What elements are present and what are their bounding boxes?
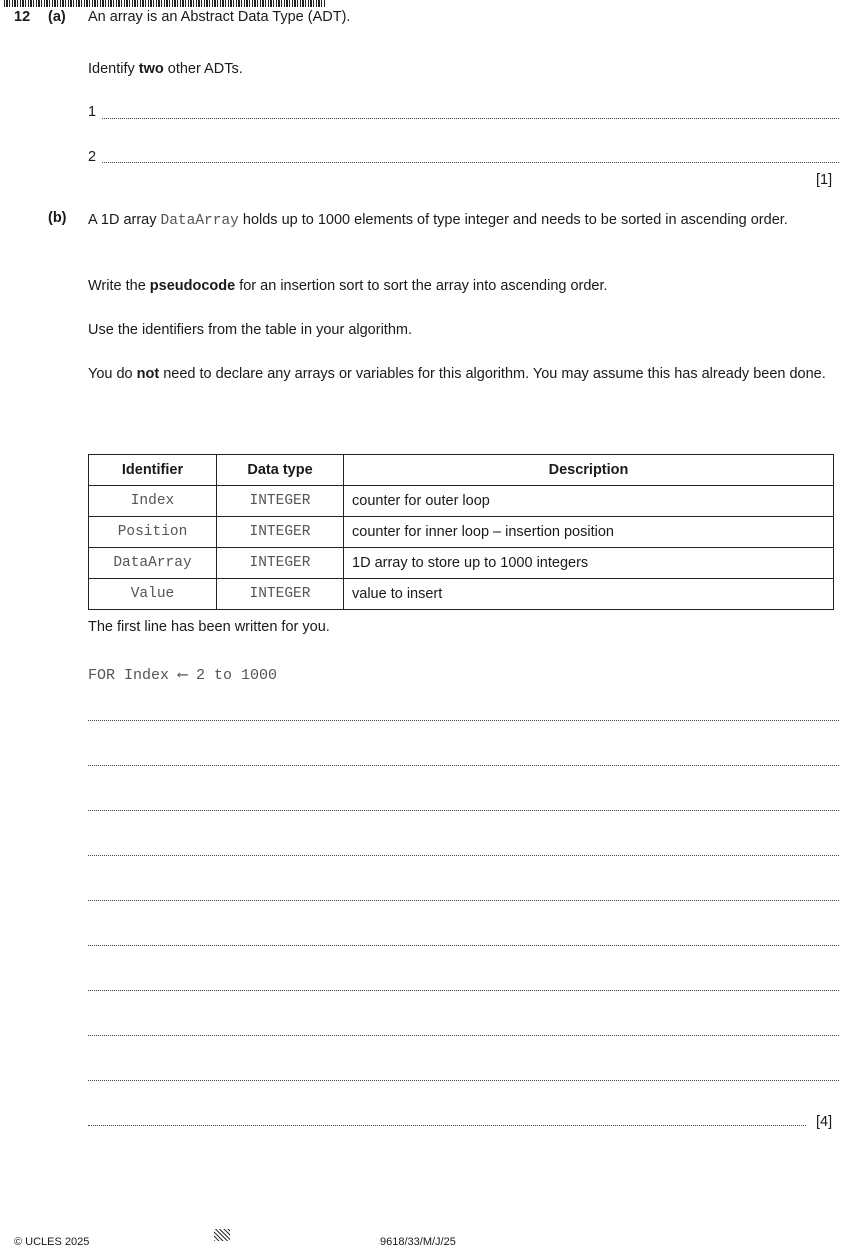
question-number: 12 [14, 9, 31, 25]
pseudocode-line-8[interactable] [88, 1035, 839, 1036]
table-row [89, 486, 834, 517]
table-cell-description: counter for inner loop – insertion position [344, 517, 834, 548]
table-cell-description: 1D array to store up to 1000 integers [344, 548, 834, 579]
pseudocode-line-2[interactable] [88, 765, 839, 766]
pseudocode-line-9[interactable] [88, 1080, 839, 1081]
table-cell-datatype: INTEGER [217, 486, 344, 517]
answer-line-2-label: 2 [88, 149, 97, 165]
pseudocode-line-1[interactable] [88, 720, 839, 721]
table-header-cell: Data type [217, 455, 344, 486]
table-cell-identifier: DataArray [89, 548, 217, 579]
table-cell-datatype: INTEGER [217, 548, 344, 579]
pseudocode-line-4[interactable] [88, 855, 839, 856]
pseudocode-line-6[interactable] [88, 945, 839, 946]
table-cell-identifier: Index [89, 486, 217, 517]
table-row [89, 548, 834, 579]
part-b-paragraph-2: Write the pseudocode for an insertion sort to sort the array into ascending order. [88, 278, 608, 294]
answer-line-1-label: 1 [88, 104, 97, 120]
part-b-label: (b) [48, 210, 67, 226]
answer-line-1[interactable] [102, 118, 839, 119]
table-cell-description: value to insert [344, 579, 834, 610]
table-row [89, 517, 834, 548]
footer-copyright: © UCLES 2025 [14, 1236, 90, 1248]
part-b-paragraph-3: Use the identifiers from the table in your algorithm. [88, 322, 412, 338]
table-cell-datatype: INTEGER [217, 517, 344, 548]
header-barcode [4, 0, 326, 7]
pseudocode-line-10[interactable] [88, 1125, 806, 1126]
table-cell-identifier: Position [89, 517, 217, 548]
table-cell-datatype: INTEGER [217, 579, 344, 610]
footer-qr-code [214, 1229, 230, 1241]
part-a-label: (a) [48, 9, 66, 25]
pseudocode-line-3[interactable] [88, 810, 839, 811]
part-a-statement: An array is an Abstract Data Type (ADT). [88, 9, 351, 25]
part-b-paragraph-1: A 1D array DataArray holds up to 1000 elements of type integer and needs to be sorted in ascending order. [88, 212, 788, 229]
part-b-marks: [4] [816, 1114, 833, 1130]
part-a-marks: [1] [816, 172, 833, 188]
table-header-cell: Identifier [89, 455, 217, 486]
footer-paper-code: 9618/33/M/J/25 [380, 1236, 456, 1248]
first-line-note: The first line has been written for you. [88, 619, 330, 635]
pseudocode-line-5[interactable] [88, 900, 839, 901]
table-cell-identifier: Value [89, 579, 217, 610]
pseudocode-line-7[interactable] [88, 990, 839, 991]
answer-line-2[interactable] [102, 162, 839, 163]
first-line-code: FOR Index ⟵ 2 to 1000 [88, 667, 278, 684]
table-header-row [89, 455, 834, 486]
table-header-cell: Description [344, 455, 834, 486]
identifier-table [88, 454, 834, 610]
part-b-paragraph-4: You do not need to declare any arrays or variables for this algorithm. You may assume this has already been done. [88, 366, 826, 382]
table-row [89, 579, 834, 610]
table-cell-description: counter for outer loop [344, 486, 834, 517]
part-a-instruction: Identify two other ADTs. [88, 61, 243, 77]
